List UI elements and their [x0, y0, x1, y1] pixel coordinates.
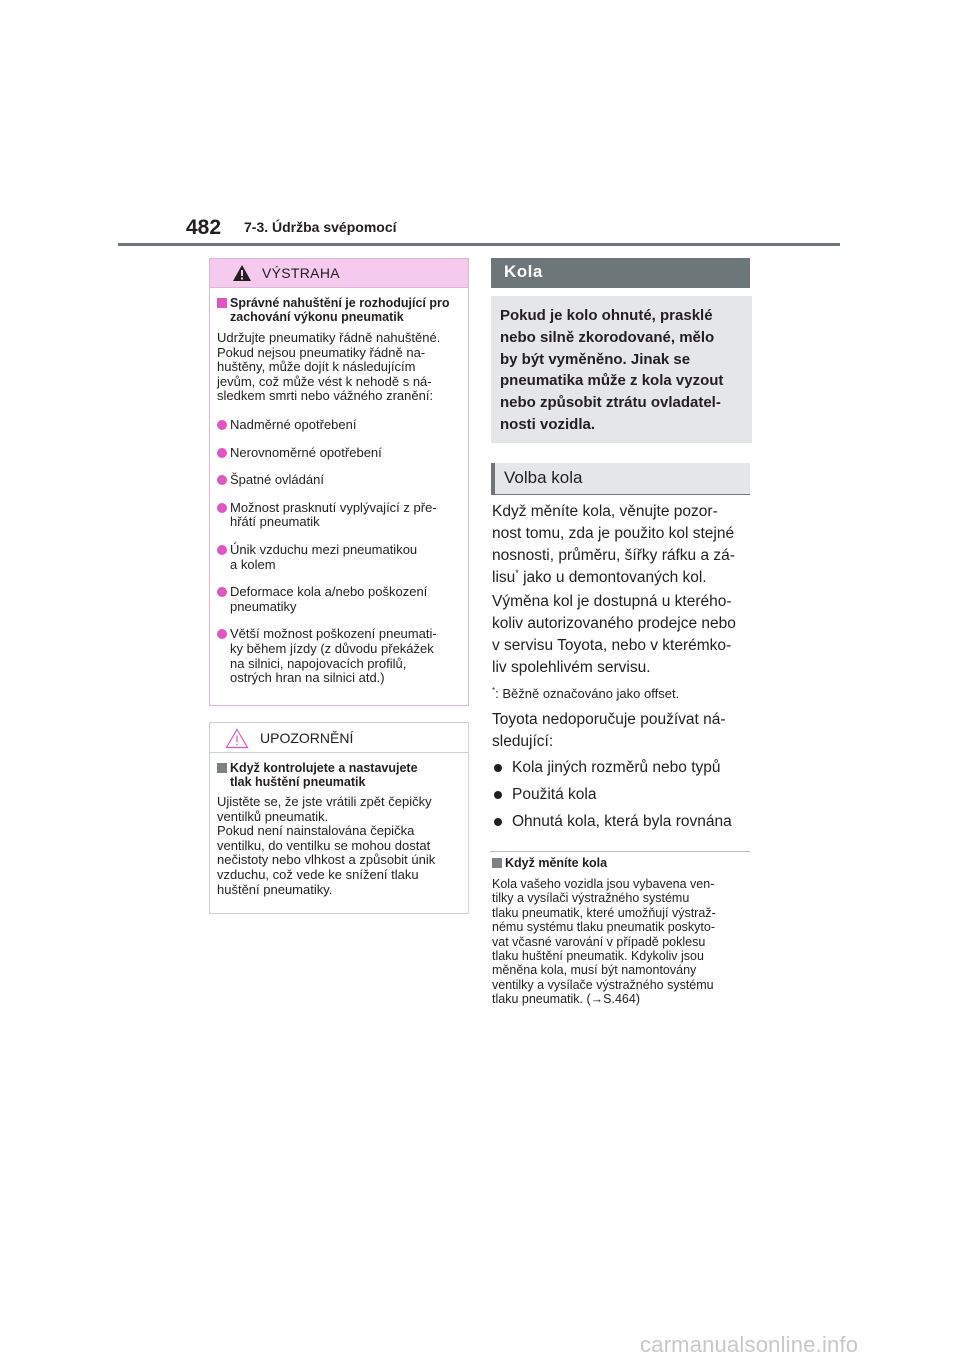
- text-line: Udržujte pneumatiky řádně nahuštěné.: [217, 330, 441, 345]
- page-number: 482: [186, 216, 222, 239]
- caution-subhead: [217, 761, 462, 789]
- text-line: tlaku pneumatik, které umožňují výstraž-: [492, 905, 716, 920]
- list-item: [217, 501, 462, 530]
- text-line: měněna kola, musí být namontovány: [492, 963, 697, 978]
- warning-box: [209, 258, 469, 706]
- caution-box: [209, 722, 469, 914]
- text-line: tlaku huštění pneumatik. Kdykoliv jsou: [492, 949, 704, 964]
- text-line: Nadměrné opotřebení: [230, 416, 357, 432]
- text-line: pneumatiky: [230, 598, 297, 614]
- warning-title: VÝSTRAHA: [262, 265, 340, 281]
- text-fragment: lisu: [492, 569, 516, 586]
- text-line: sledující:: [492, 733, 554, 750]
- text-line: by být vyměněno. Jinak se: [500, 350, 691, 368]
- page-reference-link[interactable]: tlaku pneumatik. (→S.464): [492, 992, 640, 1007]
- text-line: pneumatika může z kola vyzout: [500, 372, 724, 390]
- watermark: carmanualsonline.info: [640, 1332, 859, 1357]
- list-item-text: Použitá kola: [512, 786, 597, 803]
- footnote-marker: *: [515, 568, 519, 578]
- note-subhead: [492, 856, 607, 870]
- list-item: [492, 758, 721, 778]
- text-line: Nerovnoměrné opotřebení: [230, 444, 382, 460]
- text-line: v servisu Toyota, nebo v kterémko-: [492, 637, 732, 654]
- warning-triangle-icon: [232, 264, 252, 282]
- list-item-text: Ohnutá kola, která byla rovnána: [512, 813, 732, 830]
- text-line: Toyota nedoporučuje používat ná-: [492, 711, 726, 728]
- text-line: Když kontrolujete a nastavujete: [230, 761, 418, 775]
- volba-heading-bar: [491, 463, 750, 495]
- section-title: 7-3. Údržba svépomocí: [244, 219, 397, 235]
- list-item: [492, 785, 596, 805]
- list-item: [217, 585, 462, 614]
- text-line: Možnost prasknutí vyplývající z pře-: [230, 499, 437, 515]
- caution-paragraph: [217, 795, 462, 897]
- text-line: huštěny, může dojít k následujícím: [217, 359, 416, 375]
- text-line: [492, 567, 752, 589]
- text-line: hřátí pneumatik: [230, 514, 320, 530]
- footnote: [492, 686, 679, 701]
- text-line: nebo způsobit ztrátu ovladatel-: [500, 394, 721, 412]
- list-item: [217, 627, 462, 685]
- text-line: nost tomu, zda je použito kol stejné: [492, 525, 735, 542]
- footnote-marker: *: [492, 686, 496, 695]
- square-bullet-icon: [492, 858, 502, 868]
- heading-edge-mark: [491, 463, 495, 495]
- kola-heading-bar: [491, 258, 750, 288]
- text-line: vzduchu, což vede ke snížení tlaku: [217, 866, 419, 882]
- text-line: tilky a vysílači výstražného systému: [492, 891, 690, 906]
- bullet-dot-icon: [494, 818, 502, 826]
- list-item: [492, 812, 732, 832]
- note-subhead-text: Když měníte kola: [505, 856, 608, 870]
- caution-triangle-icon: [225, 728, 249, 749]
- volba-paragraph-2: [492, 591, 752, 679]
- list-item: [217, 418, 462, 433]
- volba-heading: Volba kola: [504, 468, 583, 487]
- text-line: nosnosti, průměru, šířky ráfku a zá-: [492, 547, 735, 564]
- text-line: a kolem: [230, 556, 276, 572]
- text-line: sledkem smrti nebo vážného zranění:: [217, 388, 434, 404]
- text-line: tlak huštění pneumatik: [230, 775, 366, 789]
- text-line: liv spolehlivém servisu.: [492, 659, 651, 676]
- text-line: ostrých hran na silnici atd.): [230, 670, 385, 686]
- footnote-text: : Běžně označováno jako offset.: [495, 686, 680, 701]
- bullet-dot-icon: [217, 503, 227, 513]
- text-line: ventilku, do ventilku se mohou dostat: [217, 837, 431, 853]
- text-line: ventilky a vysílače výstražného systému: [492, 977, 714, 992]
- bullet-dot-icon: [217, 475, 227, 485]
- bullet-dot-icon: [217, 629, 227, 639]
- text-line: nosti vozidla.: [500, 415, 596, 433]
- bullet-dot-icon: [217, 587, 227, 597]
- text-line: Deformace kola a/nebo poškození: [230, 584, 428, 600]
- warning-header: [210, 259, 468, 288]
- warning-paragraph: [217, 331, 462, 404]
- caution-header: [210, 723, 468, 753]
- volba-paragraph-3: [492, 709, 752, 753]
- text-line: na silnici, napojovacích profilů,: [230, 655, 407, 671]
- list-item: [217, 543, 462, 572]
- text-line: huštění pneumatiky.: [217, 881, 333, 897]
- text-line: jevům, což může vést k nehodě s ná-: [217, 373, 432, 389]
- volba-paragraph-1: [492, 501, 752, 589]
- bullet-dot-icon: [217, 420, 227, 430]
- text-line: Špatné ovládání: [230, 472, 324, 488]
- text-line: ky během jízdy (z důvodu překážek: [230, 640, 434, 656]
- text-line: koliv autorizovaného prodejce nebo: [492, 615, 736, 632]
- kola-note-box: [491, 296, 752, 443]
- text-line: nému systému tlaku pneumatik poskyto-: [492, 920, 716, 935]
- text-line: vat včasné varování v případě poklesu: [492, 934, 706, 949]
- warning-subhead: [217, 296, 462, 324]
- bullet-dot-icon: [217, 448, 227, 458]
- square-bullet-icon: [217, 298, 227, 308]
- caution-title: UPOZORNĚNÍ: [260, 730, 354, 746]
- text-line: Pokud nejsou pneumatiky řádně na-: [217, 344, 426, 360]
- section-divider: [490, 851, 750, 852]
- list-item-text: Kola jiných rozměrů nebo typů: [512, 759, 721, 776]
- text-line: Výměna kol je dostupná u kterého-: [492, 593, 732, 610]
- kola-heading: Kola: [504, 262, 543, 281]
- text-line: Pokud není nainstalována čepička: [217, 823, 415, 839]
- note-paragraph: [492, 877, 754, 1007]
- bullet-dot-icon: [217, 545, 227, 555]
- text-line: Pokud je kolo ohnuté, prasklé: [500, 307, 713, 324]
- warning-subhead-text: Správné nahuštění je rozhodující pro zachování výkonu pneumatik: [230, 296, 450, 324]
- text-line: Kola vašeho vozidla jsou vybavena ven-: [492, 877, 715, 891]
- text-line: Únik vzduchu mezi pneumatikou: [230, 541, 418, 557]
- text-line: Když měníte kola, věnujte pozor-: [492, 503, 718, 520]
- list-item: [217, 446, 462, 461]
- text-line: Větší možnost poškození pneumati-: [230, 626, 437, 642]
- header-rule: [118, 243, 840, 246]
- text-line: nečistoty nebo vlhkost a způsobit únik: [217, 852, 436, 868]
- bullet-dot-icon: [494, 791, 502, 799]
- text-fragment: jako u demontovaných kol.: [518, 569, 707, 586]
- text-line: ventilků pneumatik.: [217, 808, 329, 824]
- square-bullet-icon: [217, 763, 227, 773]
- list-item: [217, 473, 462, 488]
- text-line: Ujistěte se, že jste vrátili zpět čepičky: [217, 794, 432, 809]
- text-line: nebo silně zkorodované, mělo: [500, 328, 715, 346]
- bullet-dot-icon: [494, 764, 502, 772]
